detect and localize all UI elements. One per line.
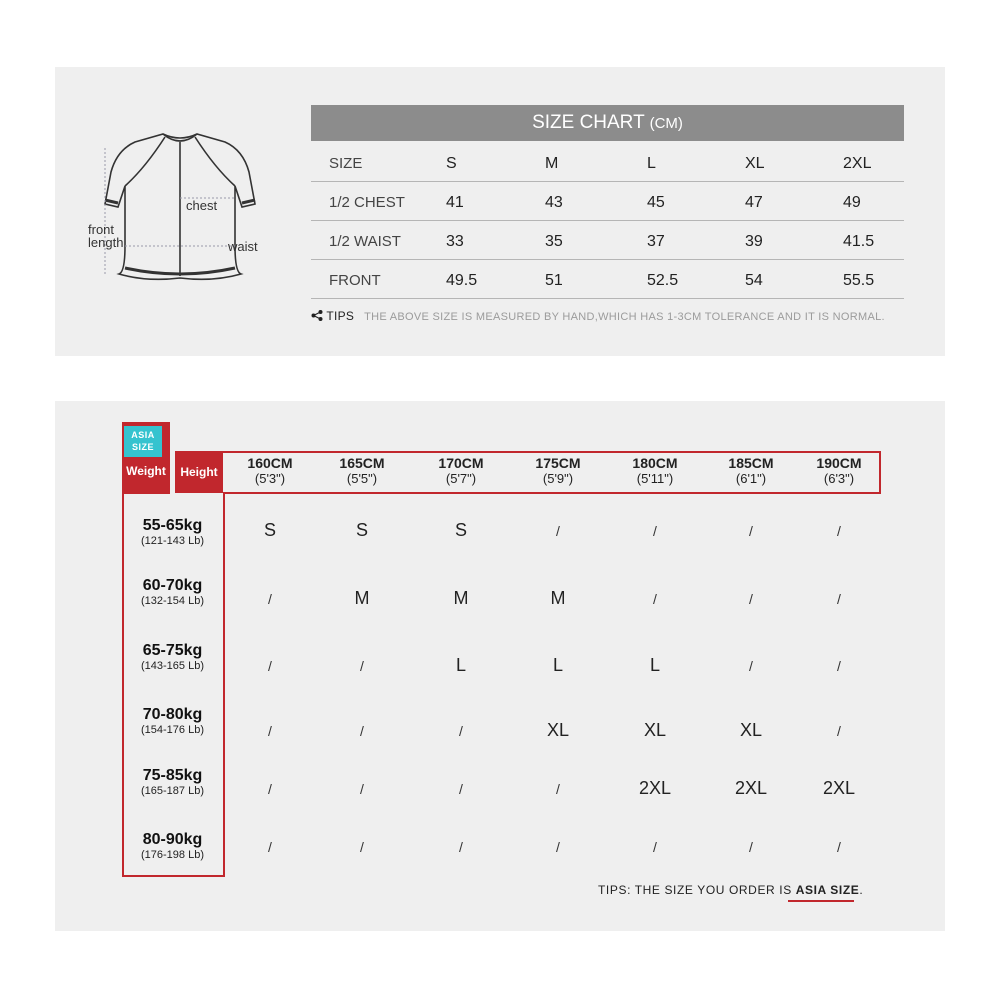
- weight-lb: (143-165 Lb): [141, 660, 204, 672]
- tips-highlight: ASIA SIZE: [795, 883, 860, 897]
- size-cell: /: [360, 839, 364, 855]
- front-label-line1: front: [88, 222, 115, 237]
- size-cell: /: [653, 523, 657, 539]
- size-cell: L: [455, 655, 466, 675]
- chest-label: chest: [186, 198, 218, 213]
- asia-size-badge: [124, 426, 162, 457]
- size-value: 33: [446, 233, 464, 250]
- height-ft: (6'3"): [823, 471, 855, 486]
- size-value: 52.5: [647, 272, 679, 289]
- size-cell: /: [360, 658, 364, 674]
- size-cell: /: [749, 591, 753, 607]
- weight-kg: 55-65kg: [142, 517, 203, 534]
- size-cell: M: [550, 588, 566, 608]
- waist-row: [311, 221, 904, 260]
- size-cell: /: [653, 839, 657, 855]
- height-cm: 175CM: [535, 455, 581, 471]
- height-ft: (5'5"): [346, 471, 378, 486]
- size-cell: /: [837, 723, 841, 739]
- size-cell: /: [837, 591, 841, 607]
- height-column-header: [225, 455, 315, 487]
- size-cell: /: [837, 839, 841, 855]
- size-chart-unit: (CM): [649, 115, 683, 132]
- size-cell: /: [749, 839, 753, 855]
- size-value: 47: [745, 194, 763, 211]
- size-cell: /: [268, 781, 272, 797]
- size-value: 37: [647, 233, 665, 250]
- share-icon: [311, 310, 323, 321]
- size-cell: /: [749, 523, 753, 539]
- size-value: 55.5: [843, 272, 875, 289]
- height-ft: (5'9"): [542, 471, 574, 486]
- height-column-header: [706, 455, 796, 487]
- size-cell: /: [556, 781, 560, 797]
- size-cell: /: [268, 658, 272, 674]
- size-cell: XL: [546, 720, 570, 740]
- size-cell: S: [355, 520, 368, 540]
- weight-kg: 75-85kg: [142, 767, 203, 784]
- size-value: 51: [545, 272, 563, 289]
- asia-badge-line2: SIZE: [131, 442, 154, 452]
- weight-lb: (121-143 Lb): [141, 535, 204, 547]
- size-value: 49: [843, 194, 861, 211]
- weight-row-label: [124, 831, 221, 862]
- size-chart-title: SIZE CHART: [532, 112, 645, 133]
- weight-kg: 70-80kg: [142, 706, 203, 723]
- chest-row: [311, 182, 904, 221]
- size-cell: /: [459, 781, 463, 797]
- weight-lb: (176-198 Lb): [141, 849, 204, 861]
- size-value: 43: [545, 194, 563, 211]
- tips-label: TIPS: [326, 309, 355, 323]
- height-cm: 180CM: [632, 455, 678, 471]
- height-ft: (5'11"): [636, 471, 674, 486]
- front-label-line2: length: [88, 235, 124, 250]
- size-value: S: [446, 155, 457, 172]
- size-cell: /: [360, 781, 364, 797]
- row-label: 1/2 WAIST: [329, 233, 401, 250]
- asia-size-tips: [598, 883, 863, 897]
- size-cell: 2XL: [638, 778, 672, 798]
- height-cm: 190CM: [816, 455, 862, 471]
- size-value: 2XL: [843, 155, 872, 172]
- height-column-header: [794, 455, 884, 487]
- size-cell: /: [459, 839, 463, 855]
- jersey-diagram: [85, 128, 275, 293]
- weight-lb: (154-176 Lb): [141, 724, 204, 736]
- waist-label: waist: [228, 239, 258, 254]
- height-column-header: [317, 455, 407, 487]
- weight-row-label: [124, 642, 221, 673]
- weight-label: Weight: [126, 464, 166, 478]
- size-cell: /: [653, 591, 657, 607]
- row-label: 1/2 CHEST: [329, 194, 405, 211]
- size-chart-tips: [311, 309, 885, 323]
- height-cm: 160CM: [247, 455, 293, 471]
- size-cell: 2XL: [822, 778, 856, 798]
- size-cell: XL: [739, 720, 763, 740]
- weight-lb: (165-187 Lb): [141, 785, 204, 797]
- asia-badge-line1: ASIA: [131, 430, 155, 440]
- height-column-header: [416, 455, 506, 487]
- size-value: 35: [545, 233, 563, 250]
- height-ft: (5'3"): [254, 471, 286, 486]
- size-cell: /: [459, 723, 463, 739]
- weight-lb: (132-154 Lb): [141, 595, 204, 607]
- height-label: Height: [175, 451, 223, 493]
- height-cm: 170CM: [438, 455, 484, 471]
- size-chart-header: [311, 105, 904, 141]
- size-value: 45: [647, 194, 665, 211]
- row-label: FRONT: [329, 272, 381, 289]
- weight-row-label: [124, 517, 221, 548]
- weight-kg: 60-70kg: [142, 577, 203, 594]
- size-cell: L: [649, 655, 660, 675]
- tips-prefix: TIPS: THE SIZE YOU ORDER IS: [598, 883, 796, 897]
- size-cell: /: [268, 591, 272, 607]
- size-header-row: [311, 143, 904, 182]
- size-value: L: [647, 155, 656, 172]
- size-cell: /: [268, 839, 272, 855]
- size-cell: 2XL: [734, 778, 768, 798]
- height-column-header: [610, 455, 700, 487]
- size-cell: M: [354, 588, 370, 608]
- size-cell: /: [268, 723, 272, 739]
- size-value: 54: [745, 272, 763, 289]
- size-cell: XL: [643, 720, 667, 740]
- size-cell: /: [749, 658, 753, 674]
- size-cell: /: [360, 723, 364, 739]
- size-value: XL: [745, 155, 765, 172]
- size-cell: /: [556, 839, 560, 855]
- height-cm: 185CM: [728, 455, 774, 471]
- tips-suffix: .: [859, 883, 864, 897]
- weight-kg: 65-75kg: [142, 642, 203, 659]
- weight-row-label: [124, 706, 221, 737]
- size-cell: /: [837, 658, 841, 674]
- weight-column-frame: [122, 493, 225, 877]
- height-ft: (5'7"): [445, 471, 477, 486]
- size-cell: S: [454, 520, 467, 540]
- height-column-header: [513, 455, 603, 487]
- size-cell: S: [263, 520, 276, 540]
- size-value: 49.5: [446, 272, 478, 289]
- height-ft: (6'1"): [735, 471, 767, 486]
- tips-underline: [788, 900, 854, 902]
- weight-kg: 80-90kg: [142, 831, 203, 848]
- size-cell: /: [556, 523, 560, 539]
- height-cm: 165CM: [339, 455, 385, 471]
- size-cell: L: [552, 655, 563, 675]
- size-cell: /: [837, 523, 841, 539]
- front-row: [311, 260, 904, 299]
- weight-row-label: [124, 577, 221, 608]
- tips-text: THE ABOVE SIZE IS MEASURED BY HAND,WHICH HAS 1-3CM TOLERANCE AND IT IS NORMAL.: [364, 311, 885, 323]
- size-cell: M: [453, 588, 469, 608]
- size-value: 41.5: [843, 233, 875, 250]
- size-value: M: [545, 155, 559, 172]
- row-label: SIZE: [329, 155, 363, 172]
- size-value: 39: [745, 233, 763, 250]
- weight-row-label: [124, 767, 221, 798]
- size-value: 41: [446, 194, 464, 211]
